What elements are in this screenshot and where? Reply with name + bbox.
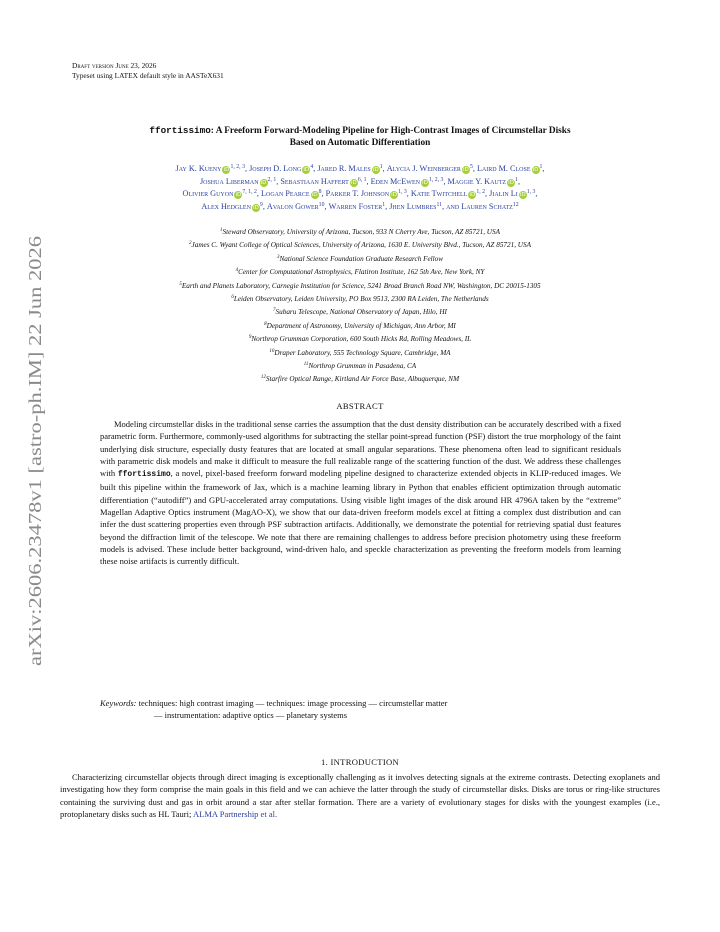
affiliation-line	[60, 279, 660, 292]
abstract-body	[100, 418, 621, 568]
author-affiliation-marker: 10	[318, 201, 325, 208]
affiliation-number: 10	[269, 348, 275, 354]
author-affiliation-marker: 5	[469, 164, 473, 170]
affiliation-text: Department of Astronomy, University of Michigan, Ann Arbor, MI	[266, 321, 456, 330]
author-name[interactable]	[387, 164, 473, 173]
affiliation-number: 2	[189, 241, 192, 247]
author-name-text: Logan Pearce	[261, 189, 310, 199]
affiliation-number: 9	[248, 335, 252, 341]
author-name-text: Alex Hedglen	[201, 201, 251, 211]
affiliation-line	[60, 305, 660, 318]
author-affiliation-marker: 12	[512, 201, 519, 208]
author-name	[389, 202, 442, 211]
introduction-body	[60, 771, 660, 820]
author-name-text: Avalon Gower	[266, 201, 319, 211]
affiliation-number: 6	[231, 295, 234, 301]
author-name-text: Warren Foster	[328, 201, 383, 211]
affiliation-text: Steward Observatory, University of Arizona, Tucson, 933 N Cherry Ave, Tucson, AZ 85721, USA	[222, 228, 500, 236]
abstract-code-name: ffortissimo	[117, 470, 171, 480]
affiliation-text: Northrop Grumman in Pasadena, CA	[308, 362, 417, 371]
section-heading-introduction: 1. INTRODUCTION	[320, 757, 400, 767]
author-affiliation-marker: 6, 1	[357, 176, 367, 183]
author-name[interactable]	[411, 189, 485, 198]
author-joiner: and	[446, 201, 462, 211]
author-affiliation-marker: 2, 1	[267, 176, 277, 183]
keywords-label: Keywords:	[100, 698, 137, 708]
typeset-line: Typeset using LATEX default style in AASTeX631	[72, 70, 224, 80]
affiliation-line	[60, 359, 660, 372]
keywords-line1: techniques: high contrast imaging — techniques: image processing — circumstellar matter	[138, 698, 448, 708]
author-affiliation-marker: 1, 3	[526, 189, 536, 196]
introduction-text: Characterizing circumstellar objects through direct imaging is exceptionally challenging as it involves detecting signals at the extreme contrasts. Detecting exoplanets and investigating how they form comprise the main goals in this field and we can achieve the latter through the study of circumstellar disks. Disks are torus or ring-like structures containing the surviving dust and gas in orbit around a star after stellar formation. There are a variety of evolutionary stages for disks with the youngest examples (i.e., protoplanetary disks such as HL Tauri;	[60, 772, 660, 819]
orcid-icon[interactable]: iD	[252, 204, 259, 211]
author-list: Jay K. Kueny iD$^{1, 2, 3}$, Joseph D. Long $iD^4$, Jared R. Males $iD^1$, Alycia J. Weinberger $iD^5$, Laird M. Close $iD^1$, Joshua Liberman iD$^{2, 1}$, Sebastiaan Haffert iD$^{6, 1}$, Eden McEwen iD$^{1, 2, 3}$, Maggie Y. Kautz $iD^1$, Olivier Guyon iD$^{7, 1, 2}$, Logan Pearce $iD^8$, Parker T. Johnson iD$^{1, 3}$, Katie Twitchell iD$^{1, 2}$, Jialin Li iD$^{1, 3}$, Alex Hedglen $iD^9$, Avalon Gower$^{10}$, Warren Foster$^1$, Jhen Lumbres$^{11}$, and Lauren Schatz$^{12}$	[175, 164, 545, 211]
affiliation-text: Leiden Observatory, Leiden University, PO Box 9513, 2300 RA Leiden, The Netherlands	[233, 295, 489, 304]
title-code-name: ffortissimo	[149, 125, 211, 136]
affiliation-line	[60, 372, 660, 385]
draft-version-line: Draft version June 23, 2026	[72, 61, 157, 70]
orcid-icon[interactable]: iD	[532, 167, 539, 173]
author-name[interactable]	[280, 177, 366, 186]
affiliation-text: Northrop Grumman Corporation, 600 South Hicks Rd, Rolling Meadows, IL	[251, 335, 472, 344]
affiliation-number: 11	[303, 362, 309, 368]
author-name[interactable]	[201, 202, 262, 211]
author-affiliation-marker: 11	[436, 201, 443, 208]
orcid-icon[interactable]: iD	[350, 179, 357, 186]
author-name-text: Lauren Schatz	[461, 201, 513, 211]
author-name[interactable]	[477, 164, 542, 173]
author-name-text: Jhen Lumbres	[389, 201, 437, 211]
author-name-text: Jared R. Males	[317, 164, 371, 173]
affiliation-number: 8	[264, 321, 267, 327]
author-affiliation-marker: 1	[515, 176, 518, 183]
orcid-icon[interactable]: iD	[463, 167, 469, 173]
author-affiliation-marker: 1	[382, 201, 386, 208]
affiliation-text: Center for Computational Astrophysics, Flatiron Institute, 162 5th Ave, New York, NY	[238, 268, 485, 277]
author-name-text: Jialin Li	[489, 189, 518, 199]
author-name[interactable]	[183, 189, 257, 198]
affiliation-line	[60, 319, 660, 332]
author-name-text: Eden McEwen	[370, 176, 420, 186]
affiliation-text: Earth and Planets Laboratory, Carnegie Institution for Science, 5241 Broad Branch Road NW, Washington, DC 20015-1305	[181, 281, 541, 290]
affiliation-number: 1	[220, 228, 223, 233]
author-affiliation-marker: 1	[379, 164, 383, 170]
author-name[interactable]	[448, 177, 518, 186]
orcid-icon[interactable]: iD	[391, 192, 398, 199]
orcid-icon[interactable]: iD	[303, 167, 310, 173]
author-affiliation-marker: 8	[318, 189, 322, 196]
affiliation-line	[60, 346, 660, 359]
affiliation-line	[60, 225, 660, 238]
author-name[interactable]	[249, 164, 313, 173]
author-affiliation-marker: 7, 1, 2	[242, 189, 257, 196]
author-affiliation-marker: 1, 2	[476, 189, 486, 196]
affiliation-text: James C. Wyant College of Optical Sciences, University of Arizona, 1630 E. University Blvd., Tucson, AZ 85721, USA	[191, 241, 531, 250]
author-name[interactable]	[371, 177, 444, 186]
author-name	[267, 202, 325, 211]
affiliation-text: Subaru Telescope, National Observatory of Japan, Hilo, HI	[275, 308, 447, 317]
author-name[interactable]	[317, 164, 382, 173]
author-name	[461, 202, 518, 211]
affiliation-number: 5	[179, 281, 182, 287]
orcid-icon[interactable]: iD	[469, 192, 476, 199]
affiliation-number: 3	[276, 254, 280, 260]
abstract-text-1: Modeling circumstellar disks in the traditional sense carries the assumption that the dust density distribution can be accurately described with a fixed parametric form. Furthermore, commonly-used algorithms for subtracting the stellar point-spread function (PSF) distort the true morphology of the faint underlying disk structure, especially dusty features that are located at small angular separations. These phenomena often lead to significant residuals with parametric disk models and make it difficult to measure the full realizable range of the scattering function of the dust. We address these challenges with	[100, 419, 621, 479]
author-affiliation-marker: 4	[310, 164, 314, 170]
author-name-text: Olivier Guyon	[182, 189, 234, 199]
orcid-icon[interactable]: iD	[372, 167, 379, 173]
affiliation-line	[60, 292, 660, 305]
author-affiliation-marker: 1	[539, 164, 543, 170]
orcid-icon[interactable]: iD	[311, 192, 318, 199]
affiliation-line	[60, 238, 660, 251]
affiliation-line	[60, 265, 660, 278]
orcid-icon[interactable]: iD	[260, 179, 267, 186]
author-name	[329, 202, 386, 211]
author-name-text: Sebastiaan Haffert	[280, 176, 349, 186]
author-affiliation-marker: 1, 2, 3	[428, 176, 444, 183]
author-name[interactable]	[489, 189, 535, 198]
orcid-icon[interactable]: iD	[235, 192, 242, 199]
author-name[interactable]	[261, 189, 322, 198]
author-name[interactable]	[176, 164, 245, 173]
abstract-text-2: , a novel, pixel-based freeform forward modeling pipeline designed to characterize extended objects in KLIP-reduced images. We built this pipeline within the framework of Jax, which is a machine learning library in Python that enables efficient optimization through automatic differentiation (“autodiff”) and GPU-accelerated array computations. Using visible light images of the disk around HR 4796A taken by the “extreme” Magellan Adaptive Optics instrument (MagAO-X), we show that our data-driven freeform models excel at fitting a complex dust distribution and can infer the dust scattering properties even through PSF subtraction artifacts. Additionally, we demonstrate the potential for retrieving spatial dust features beyond the diffraction limit of the telescope. We note that there are remaining challenges to address before precision photometry using these freeform models is advised. These include better background, wind-driven halo, and speckle characterization as preventing the freeform models from learning these noise artifacts is currently difficult.	[100, 468, 621, 567]
keywords	[100, 697, 621, 722]
affiliation-text: National Science Foundation Graduate Research Fellow	[279, 254, 444, 263]
author-affiliation-marker: 1, 3	[398, 189, 407, 196]
abstract-heading: ABSTRACT	[336, 401, 384, 411]
author-affiliation-marker: 1, 2, 3	[230, 164, 245, 170]
orcid-icon[interactable]: iD	[223, 167, 230, 173]
author-name[interactable]	[200, 177, 276, 186]
author-name-text: Joshua Liberman	[199, 176, 259, 186]
affiliation-line	[60, 332, 660, 345]
title-line1: : A Freeform Forward-Modeling Pipeline for High-Contrast Images of Circumstellar Disks	[210, 126, 571, 136]
orcid-icon[interactable]: iD	[508, 179, 515, 186]
orcid-icon[interactable]: iD	[519, 192, 526, 199]
author-affiliation-marker: 9	[259, 201, 263, 208]
author-name-text: Alycia J. Weinberger	[386, 164, 461, 173]
affiliation-text: Starfire Optical Range, Kirtland Air Force Base, Albuquerque, NM	[265, 375, 460, 384]
author-name-text: Jay K. Kueny	[175, 164, 222, 173]
draft-header	[72, 61, 224, 80]
affiliation-number: 7	[273, 308, 276, 314]
paper-title	[60, 125, 660, 149]
affiliation-number: 4	[235, 268, 239, 274]
affiliation-line	[60, 252, 660, 265]
author-name-text: Maggie Y. Kautz	[447, 176, 507, 186]
author-name[interactable]	[326, 189, 407, 198]
author-name-text: Joseph D. Long	[249, 164, 302, 173]
affiliation-number: 12	[260, 375, 266, 381]
citation-link[interactable]: ALMA Partnership et al.	[193, 808, 278, 819]
author-name-text: Katie Twitchell	[410, 189, 468, 199]
title-line2: Based on Automatic Differentiation	[289, 137, 431, 148]
affiliation-text: Draper Laboratory, 555 Technology Square, Cambridge, MA	[274, 348, 451, 357]
arxiv-stamp	[22, 236, 48, 666]
arxiv-stamp-text: arXiv:2606.23478v1 [astro-ph.IM] 22 Jun 2026	[25, 331, 45, 666]
author-name-text: Laird M. Close	[476, 164, 531, 173]
author-name-text: Parker T. Johnson	[325, 189, 390, 199]
keywords-line2: — instrumentation: adaptive optics — planetary systems	[154, 710, 348, 721]
affiliation-list	[60, 225, 660, 386]
orcid-icon[interactable]: iD	[422, 179, 428, 186]
